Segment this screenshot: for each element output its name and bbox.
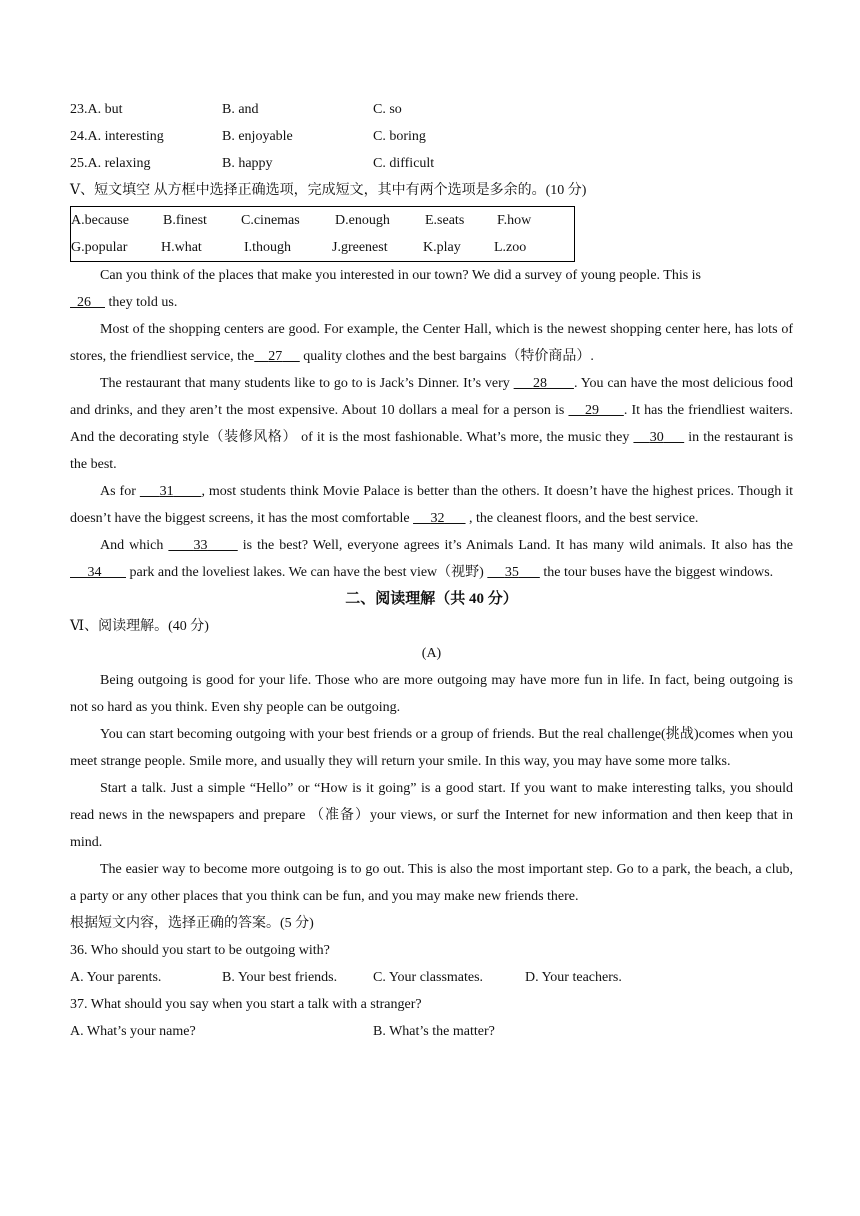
blank-number: 28 xyxy=(532,376,547,391)
option-a: A. What’s your name? xyxy=(70,1024,196,1039)
paragraph-text: Can you think of the places that make you interested in our town? We did a survey of young people. This is xyxy=(100,268,702,283)
option-b: B. What’s the matter? xyxy=(373,1024,495,1039)
reading-paragraph-4: The easier way to become more outgoing is to go out. This is also the most important step. Go to a park, the beach, a club, a party or any other places that you think can be fun, and you may make new friends there. xyxy=(70,862,793,904)
blank-27 xyxy=(254,349,300,364)
word-bank-box xyxy=(70,206,575,262)
option-a: 25.A. relaxing xyxy=(70,156,151,171)
option-b: B. and xyxy=(222,102,259,117)
paragraph-text: park and the loveliest lakes. We can have the best view（视野) xyxy=(126,565,488,580)
paragraph-text: , the cleanest floors, and the best service. xyxy=(465,511,699,526)
passage-paragraph-1 xyxy=(70,262,793,316)
option-b: B. happy xyxy=(222,156,273,171)
paragraph-text: As for xyxy=(100,484,140,499)
option-c: C. Your classmates. xyxy=(373,970,484,985)
option-a: 24.A. interesting xyxy=(70,129,164,144)
paragraph-text: , most students think Movie Palace is better than the others. It doesn’t have the highest prices. Though it doesn’t have the biggest screens, it has the most comfortable xyxy=(70,484,793,526)
blank-34 xyxy=(70,565,126,580)
blank-35 xyxy=(487,565,540,580)
paragraph-text: the tour buses have the biggest windows. xyxy=(539,565,774,580)
word-bank-item: D.enough xyxy=(335,213,390,228)
word-bank-item: K.play xyxy=(423,240,461,255)
option-a: A. Your parents. xyxy=(70,970,162,985)
word-bank-item: F.how xyxy=(497,213,532,228)
blank-number: 30 xyxy=(649,430,664,445)
section-6-title: Ⅵ、阅读理解。(40 分) xyxy=(70,619,209,634)
option-c: C. boring xyxy=(373,129,426,144)
option-c: C. so xyxy=(373,102,402,117)
part-2-heading: 二、阅读理解（共 40 分） xyxy=(345,591,518,607)
paragraph-text: they told us. xyxy=(105,295,178,310)
passage-a-label: (A) xyxy=(421,646,442,661)
blank-31 xyxy=(140,484,202,499)
reading-paragraph-3: Start a talk. Just a simple “Hello” or “How is it going” is a good start. If you want to make interesting talks, you should read news in the newspapers and prepare （准备）your views, or surf the Internet for new information and then keep that in mind. xyxy=(70,781,793,850)
word-bank-item: J.greenest xyxy=(332,240,388,255)
option-b: B. Your best friends. xyxy=(222,970,338,985)
reading-paragraph-1: Being outgoing is good for your life. Those who are more outgoing may have more fun in life. In fact, being outgoing is not so hard as you think. Even shy people can be outgoing. xyxy=(70,673,793,715)
option-c: C. difficult xyxy=(373,156,435,171)
blank-number: 26 xyxy=(77,295,91,310)
question-36: 36. Who should you start to be outgoing with? xyxy=(70,943,330,958)
reading-paragraph-2: You can start becoming outgoing with your best friends or a group of friends. But the real challenge(挑战)comes when you meet strange people. Smile more, and usually they will return your smile. In this way, you may have some more talks. xyxy=(70,727,793,769)
blank-number: 34 xyxy=(87,565,102,580)
blank-33 xyxy=(168,538,237,553)
question-36-options xyxy=(70,964,793,991)
option-a: 23.A. but xyxy=(70,102,123,117)
paragraph-text: Most of the shopping centers are good. For example, the Center Hall, which is the newest shopping center here, has lots of stores, the friendliest service, the xyxy=(70,322,793,364)
question-24-options xyxy=(70,123,793,150)
paragraph-text: And which xyxy=(100,538,169,553)
option-b: B. enjoyable xyxy=(222,129,293,144)
paragraph-text: quality clothes and the best bargains（特价商品）. xyxy=(299,349,594,364)
paragraph-text: The restaurant that many students like to go to is Jack’s Dinner. It’s very xyxy=(100,376,514,391)
blank-29 xyxy=(568,403,623,418)
question-instruction: 根据短文内容，选择正确的答案。(5 分) xyxy=(70,916,314,931)
worksheet-page xyxy=(70,96,793,1045)
paragraph-text: . It has the friendliest waiters. And the decorating style（装修风格） of it is the most fashionable. What’s more, the music they xyxy=(70,403,794,445)
blank-number: 31 xyxy=(159,484,174,499)
passage-paragraph-4 xyxy=(70,478,793,532)
paragraph-text: is the best? Well, everyone agrees it’s Animals Land. It has many wild animals. It also has the xyxy=(237,538,794,553)
blank-number: 29 xyxy=(585,403,600,418)
blank-28 xyxy=(514,376,574,391)
blank-number: 27 xyxy=(268,349,283,364)
blank-30 xyxy=(633,430,684,445)
blank-number: 32 xyxy=(430,511,445,526)
question-37: 37. What should you say when you start a talk with a stranger? xyxy=(70,997,422,1012)
question-25-options xyxy=(70,150,793,177)
question-23-options xyxy=(70,96,793,123)
word-bank-item: B.finest xyxy=(163,213,207,228)
paragraph-text: . You can have the most delicious food and drinks, and they aren’t the most expensive. About 10 dollars a meal for a person is xyxy=(70,376,794,418)
word-bank-item: L.zoo xyxy=(494,240,527,255)
mc-options-block xyxy=(70,96,793,177)
section-5-title: Ⅴ、短文填空 从方框中选择正确选项，完成短文，其中有两个选项是多余的。(10 分) xyxy=(70,183,587,198)
paragraph-text: in the restaurant is the best. xyxy=(70,430,794,472)
passage-paragraph-2 xyxy=(70,316,793,370)
passage-paragraph-5 xyxy=(70,532,793,586)
word-bank-item: G.popular xyxy=(71,240,128,255)
blank-26 xyxy=(70,295,105,310)
word-bank-item: C.cinemas xyxy=(241,213,300,228)
question-37-options xyxy=(70,1018,793,1045)
word-bank-item: H.what xyxy=(161,240,202,255)
blank-number: 33 xyxy=(193,538,208,553)
blank-32 xyxy=(413,511,466,526)
word-bank-item: I.though xyxy=(244,240,292,255)
word-bank-item: E.seats xyxy=(425,213,465,228)
option-d: D. Your teachers. xyxy=(525,970,622,985)
word-bank-item: A.because xyxy=(71,213,129,228)
passage-paragraph-3 xyxy=(70,370,793,478)
blank-number: 35 xyxy=(504,565,519,580)
